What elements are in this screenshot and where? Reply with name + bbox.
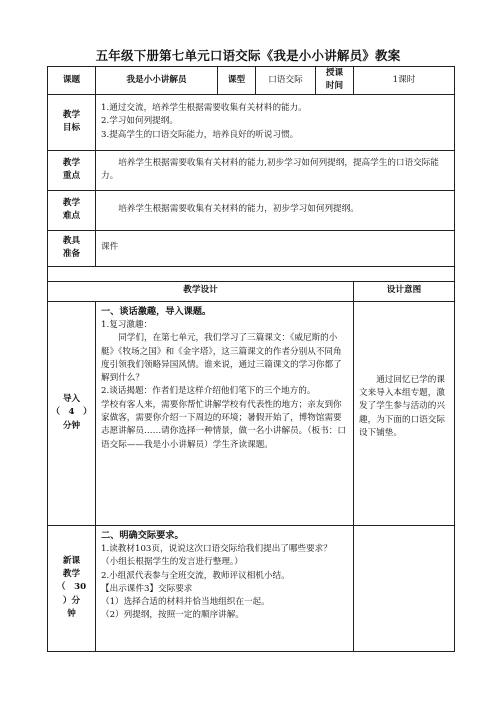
difficulty-row <box>48 190 455 230</box>
design-header-row <box>48 281 455 301</box>
goals-label: 教学 目标 <box>48 94 96 150</box>
new-lesson-label: 新课 教学 （ 30 ）分 钟 <box>48 525 96 651</box>
goals-content <box>96 94 455 150</box>
key-row <box>48 150 455 190</box>
goal-item: 1.通过交流，培养学生根据需要收集有关材料的能力。 <box>101 103 307 114</box>
time-label: 授课 时间 <box>316 67 354 95</box>
new-lesson-row <box>48 525 455 651</box>
intro-heading: 一、谈话激趣，导入课题。 <box>101 305 212 317</box>
goal-item: 3.提高学生的口语交际能力，培养良好的听说习惯。 <box>101 129 299 140</box>
prep-content: 课件 <box>96 230 455 266</box>
lesson-plan-table <box>47 66 455 652</box>
intro-content: 一、谈话激趣，导入课题。 1.复习激趣： 同学们，在第七单元，我们学习了三篇课文：《威尼斯的小艇》《牧场之国》和《金字塔》，这三篇课文的作者分别从不同角度引领我们领略异国风情。谁来说，通过三篇课文的学习你都了解到什么？ 2.谈话揭题：作者们是这样介绍他们笔下的三个地方的。 学校有客人来，需要你帮忙讲解学校有代表性的地方；亲友到你家做客，需要你介绍一下周边的环境；暑假开始了，博物馆需要志愿讲解员……请你选择一种情景，做一名小讲解员。（板书：口语交际——我是小小讲解员）学生齐读课题。 <box>96 301 354 525</box>
intent-header: 设计意图 <box>354 281 455 301</box>
spacer-row <box>48 266 455 281</box>
type-value: 口语交际 <box>256 67 316 95</box>
prep-label: 教具 准备 <box>48 230 96 266</box>
time-value: 1课时 <box>354 67 455 95</box>
topic-value: 我是小小讲解员 <box>96 67 218 95</box>
document-title: 五年级下册第七单元口语交际《我是小小讲解员》教案 <box>95 48 401 63</box>
intro-row <box>48 301 455 525</box>
new-lesson-intent <box>354 525 455 651</box>
key-content: 培养学生根据需要收集有关材料的能力,初步学习如何列提纲，提高学生的口语交际能力。 <box>96 150 455 190</box>
topic-label: 课题 <box>48 67 96 95</box>
new-lesson-heading: 二、明确交际要求。 <box>101 529 184 541</box>
difficulty-label: 教学 难点 <box>48 190 96 230</box>
goals-row <box>48 94 455 150</box>
type-label: 课型 <box>218 67 256 95</box>
key-label: 教学 重点 <box>48 150 96 190</box>
intro-intent: 通过回忆已学的课文来导入本组专题，激发了学生参与活动的兴趣，为下面的口语交际设下铺垫。 <box>354 301 455 525</box>
goal-item: 2.学习如何列提纲。 <box>101 116 178 127</box>
meta-row <box>48 67 455 95</box>
difficulty-content: 培养学生根据需要收集有关材料的能力，初步学习如何列提纲。 <box>96 190 455 230</box>
design-header: 教学设计 <box>48 281 354 301</box>
new-lesson-content: 二、明确交际要求。 1.读教材103页，说说这次口语交际给我们提出了哪些要求？（小组长根据学生的发言进行整理。） 2.小组派代表参与全班交流，教师评议相机小结。 【出示课件3】交际要求 （1）选择合适的材料并恰当地组织在一起。 （2）列提纲，按照一定的顺序讲解。 <box>96 525 354 651</box>
prep-row <box>48 230 455 266</box>
intro-label: 导入 （ 4 ） 分钟 <box>48 301 96 525</box>
